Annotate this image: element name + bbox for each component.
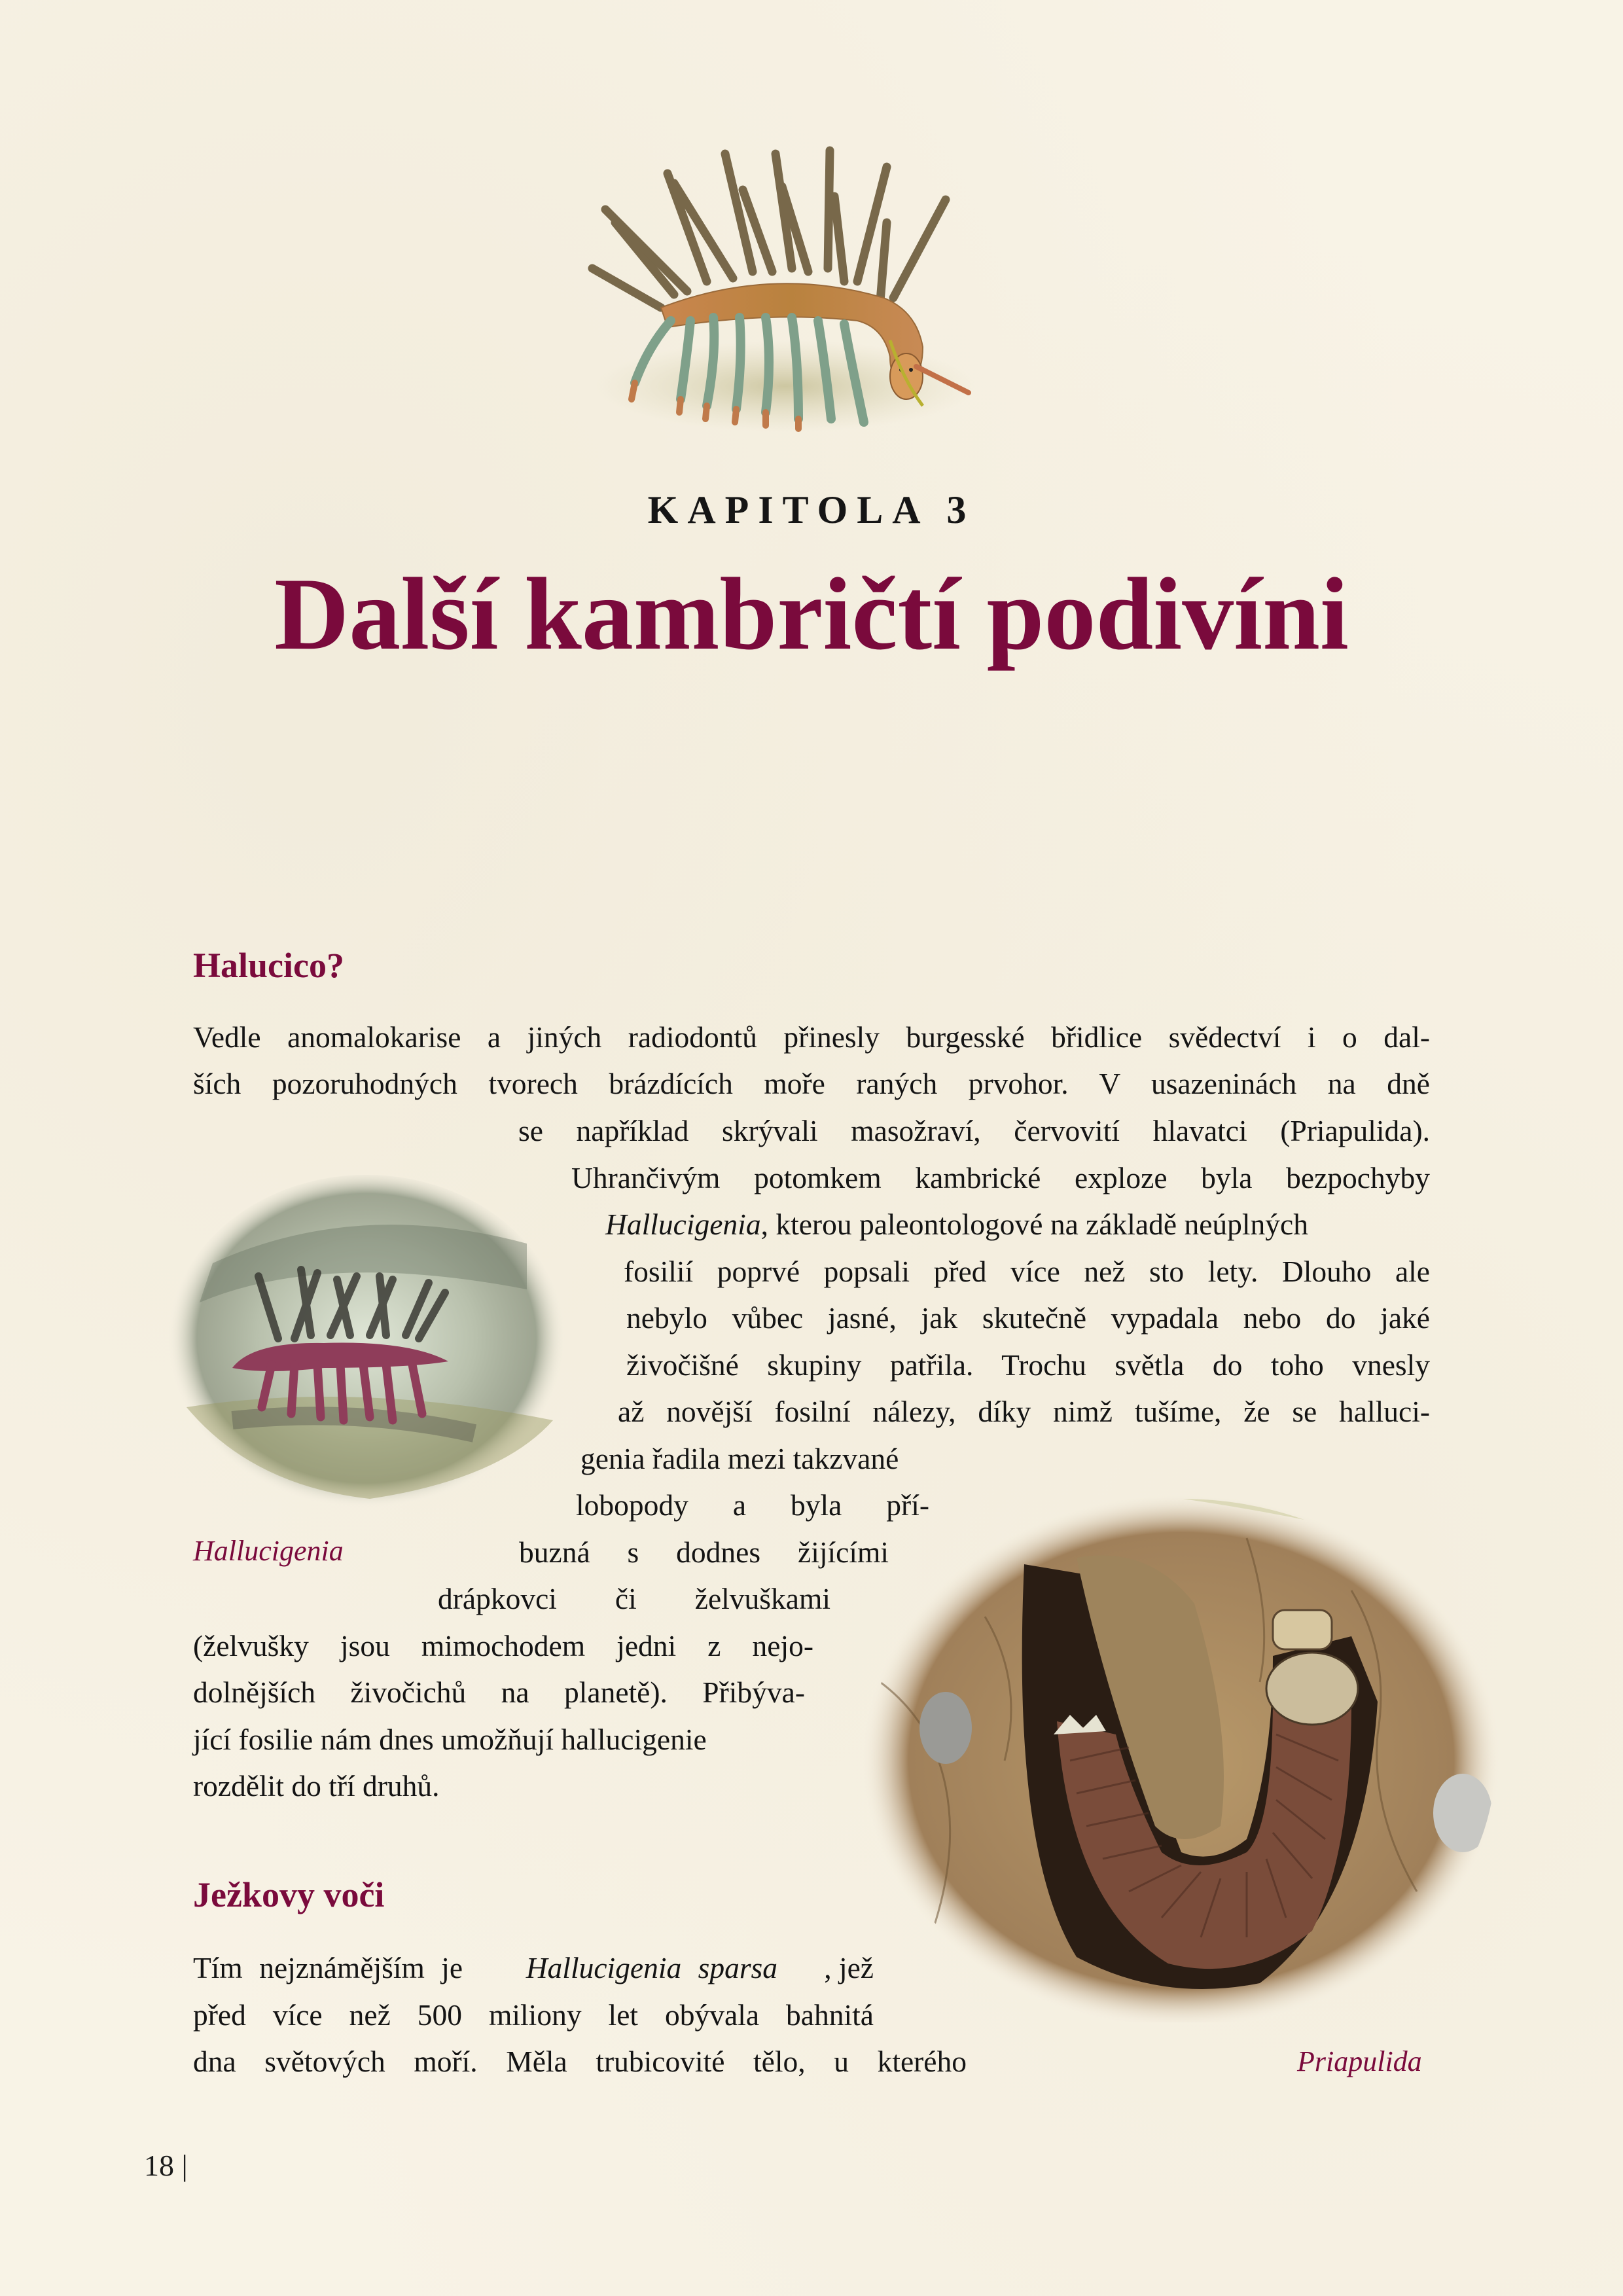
hallucigenia-vignette [160,1172,573,1525]
hallucigenia-drawing [576,131,995,432]
body-line: Uhrančivým potomkem kambrické exploze byla bezpochyby [571,1161,1430,1194]
body-line: fosilií poprvé popsali před více než sto lety. Dlouho ale [624,1255,1430,1288]
figure-caption-priapulida: Priapulida [1297,2045,1422,2077]
body-line: drápkovci či želvuškami [438,1582,830,1615]
figure-caption-hallucigenia: Hallucigenia [193,1535,344,1567]
section-heading-halucico: Halucico? [193,946,344,985]
body-line: před více než 500 miliony let obývala bahnitá [193,1998,874,2032]
body-line: nebylo vůbec jasné, jak skutečně vypadala nebo do jaké [626,1301,1430,1335]
page-number: 18 | [144,2149,188,2182]
chapter-kicker: KAPITOLA 3 [647,488,976,531]
taxon-name: Hallucigenia [605,1208,761,1241]
body-line: Hallucigenia, kterou paleontologové na základě neúplných [605,1208,1308,1241]
body-line: Vedle anomalokarise a jiných radiodontů přinesly burgesské břidlice svědectví i o dal- [193,1020,1430,1054]
body-line: dna světových moří. Měla trubicovité tělo, u kterého [193,2045,967,2078]
body-line: genia řadila mezi takzvané [580,1442,899,1475]
body-line: rozdělit do tří druhů. [193,1769,440,1803]
body-line: dolnějších živočichů na planetě). Přibýva- [193,1676,805,1709]
section-heading-jezkovy-voci: Ježkovy voči [193,1875,385,1914]
body-line: Tím nejznámějším je Hallucigenia sparsa , jež [193,1951,874,1984]
priapulida-vignette-drawing [854,1486,1508,2022]
priapulida-vignette [854,1486,1508,2022]
body-line: živočišné skupiny patřila. Trochu světla do toho vnesly [626,1348,1430,1382]
body-line: jící fosilie nám dnes umožňují hallucigenie [193,1723,707,1756]
hallucigenia-vignette-drawing [160,1172,573,1525]
chapter-title: Další kambričtí podivíni [274,557,1349,672]
body-line: lobopody a byla pří- [576,1488,929,1522]
body-line: se například skrývali masožraví, červovití hlavatci (Priapulida). [518,1114,1430,1147]
taxon-name: Hallucigenia sparsa [526,1951,777,1984]
page-number-separator: | [181,2149,188,2182]
body-line: ších pozoruhodných tvorech brázdících moře raných prvohor. V usazeninách na dně [193,1067,1430,1100]
chapter-illustration [576,131,995,432]
body-line: buzná s dodnes žijícími [519,1535,889,1569]
body-line: (želvušky jsou mimochodem jedni z nejo- [193,1629,813,1662]
body-line: až novější fosilní nálezy, díky nimž tušíme, že se halluci- [618,1395,1430,1428]
